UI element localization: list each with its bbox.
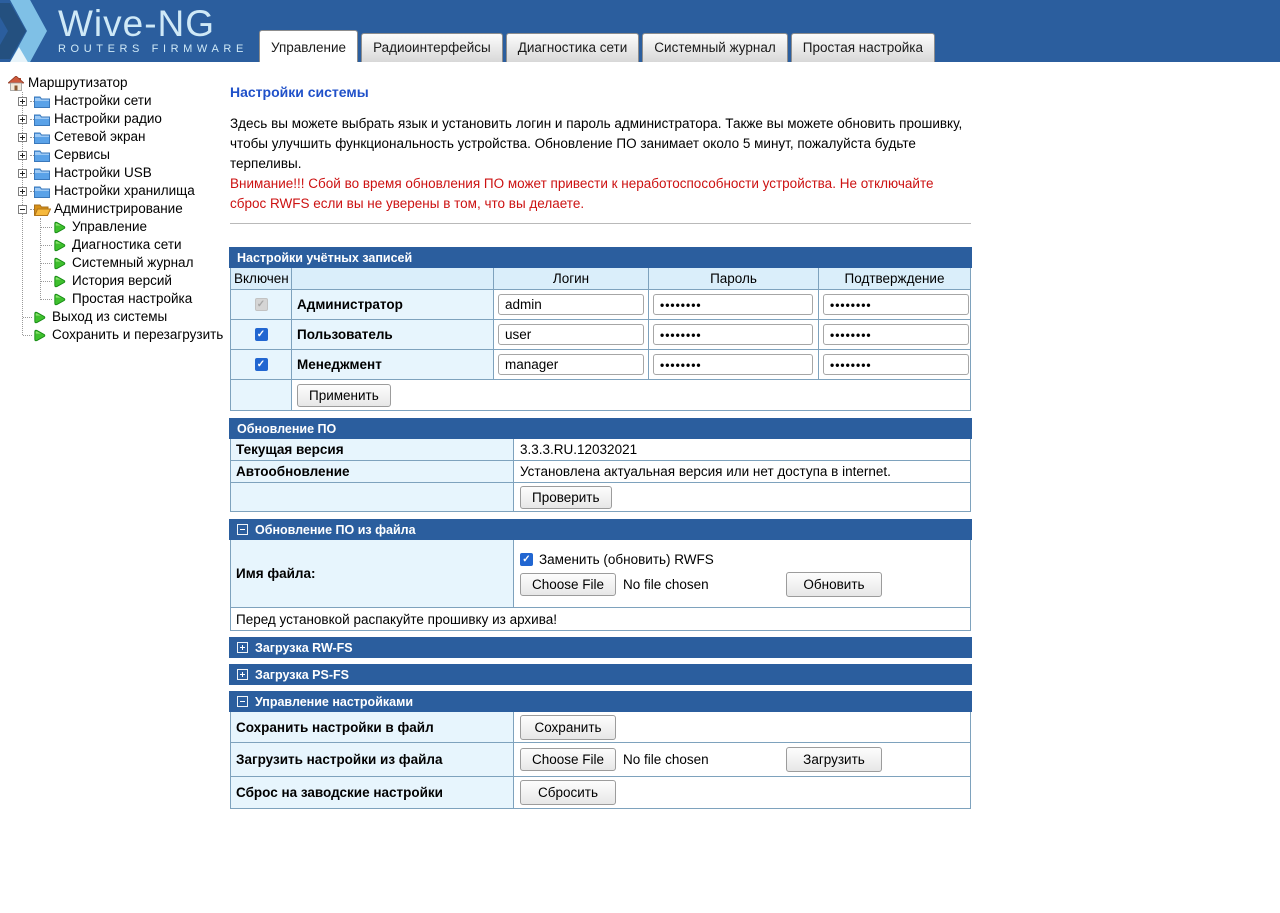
folder-icon [34,183,51,199]
sidebar-item-firewall[interactable] [8,128,233,146]
leaf-icon [52,237,69,253]
leaf-icon [52,255,69,271]
expand-icon[interactable] [18,151,27,160]
sidebar-item-usb-settings[interactable] [8,164,233,182]
admin-row-label: Администратор [292,290,494,320]
col-header-enabled: Включен [231,268,292,290]
apply-row-spacer [231,380,292,410]
rwfs-section [230,637,971,658]
sidebar-item-label: Выход из системы [52,309,168,324]
sidebar-item-save-reboot[interactable] [8,326,233,344]
user-confirm-input[interactable] [823,324,969,345]
user-enabled-cell [231,320,292,350]
expand-icon [237,669,248,680]
settings-mgmt-table [230,712,971,809]
expand-icon[interactable] [18,97,27,106]
col-header-login: Логин [494,268,649,290]
firmware-update-button[interactable]: Обновить [786,572,882,597]
expand-icon [237,642,248,653]
divider [230,223,971,224]
apply-row [292,380,970,410]
folder-icon [34,93,51,109]
sidebar-item-label: Сохранить и перезагрузить [52,327,224,342]
sidebar-item-net-diagnostics[interactable] [8,236,233,254]
leaf-icon [32,309,49,325]
tab-radio-interfaces[interactable]: Радиоинтерфейсы [361,33,503,62]
admin-password-cell [649,290,819,320]
admin-password-input[interactable] [653,294,813,315]
accounts-section [230,247,971,411]
firmware-note: Перед установкой распакуйте прошивку из архива! [231,608,970,630]
firmware-section-header [229,418,972,439]
description-text: Здесь вы можете выбрать язык и установить логин и пароль администратора. Также вы можете обновить прошивку, чтобы улучшить функциональность устройства. Обновление ПО занимает около 5 минут, пожалуйста будьте терпеливы. [230,116,963,171]
sidebar-item-logout[interactable] [8,308,233,326]
save-settings-button[interactable]: Сохранить [520,715,616,740]
manager-enabled-checkbox[interactable] [255,358,268,371]
no-file-chosen-text: No file chosen [623,752,709,767]
firmware-section [230,418,971,512]
sidebar-item-storage-settings[interactable] [8,182,233,200]
admin-confirm-cell [819,290,970,320]
firmware-file-controls [514,540,970,608]
col-header-confirm: Подтверждение [819,268,970,290]
sidebar-item-label: Системный журнал [72,255,194,270]
user-confirm-cell [819,320,970,350]
tab-system-log[interactable]: Системный журнал [642,33,787,62]
factory-reset-label: Сброс на заводские настройки [231,777,514,808]
apply-button[interactable]: Применить [297,384,391,407]
folder-icon [34,147,51,163]
main-content [230,74,971,809]
manager-confirm-cell [819,350,970,380]
expand-icon[interactable] [18,187,27,196]
folder-icon [34,165,51,181]
sidebar-item-label: История версий [72,273,172,288]
warning-text: Внимание!!! Сбой во время обновления ПО может привести к неработоспособности устройства. Не отключайте сброс RWFS если вы не уверены в том, что вы делаете. [230,176,934,211]
sidebar-item-simple-setup[interactable] [8,290,233,308]
collapse-icon [237,524,248,535]
sidebar-item-label: Маршрутизатор [28,75,128,90]
factory-reset-button[interactable]: Сбросить [520,780,616,805]
admin-login-cell [494,290,649,320]
user-row-label: Пользователь [292,320,494,350]
settings-mgmt-section-header[interactable] [229,691,972,712]
sidebar-item-label: Настройки USB [54,165,152,180]
save-settings-row [514,712,970,743]
psfs-section [230,664,971,685]
tab-network-diagnostics[interactable]: Диагностика сети [506,33,640,62]
sidebar-item-label: Настройки сети [54,93,152,108]
check-row [514,483,970,511]
user-password-input[interactable] [653,324,813,345]
firmware-file-section-header[interactable] [229,519,972,540]
accounts-table [230,268,971,411]
expand-icon[interactable] [18,115,27,124]
manager-row-label: Менеджмент [292,350,494,380]
rwfs-replace-label: Заменить (обновить) RWFS [539,551,714,567]
sidebar-item-label: Диагностика сети [72,237,182,252]
folder-icon [34,129,51,145]
leaf-icon [32,327,49,343]
admin-confirm-input[interactable] [823,294,969,315]
admin-login-input[interactable] [498,294,644,315]
folder-icon [34,111,51,127]
sidebar-tree [8,74,233,344]
sidebar-item-label: Администрирование [54,201,183,216]
tab-simple-setup[interactable]: Простая настройка [791,33,935,62]
admin-enabled-cell [231,290,292,320]
filename-label: Имя файла: [231,540,514,608]
sidebar-item-label: Простая настройка [72,291,193,306]
load-settings-label: Загрузить настройки из файла [231,743,514,777]
check-update-button[interactable]: Проверить [520,486,612,509]
expand-icon[interactable] [18,169,27,178]
collapse-icon [237,696,248,707]
firmware-section-title: Обновление ПО [237,421,337,436]
sidebar-item-label: Управление [72,219,148,234]
sidebar-item-label: Сервисы [54,147,110,162]
page-description [230,114,971,214]
save-settings-label: Сохранить настройки в файл [231,712,514,743]
sidebar-item-administration[interactable] [8,200,233,218]
user-login-input[interactable] [498,324,644,345]
sidebar-item-router-root[interactable] [8,74,233,92]
choose-file-button[interactable]: Choose File [520,748,616,771]
sidebar-item-management[interactable] [8,218,233,236]
manager-login-cell [494,350,649,380]
psfs-section-header[interactable] [229,664,972,685]
autoupdate-status: Установлена актуальная версия или нет доступа в internet. [514,461,970,483]
expand-icon[interactable] [18,133,27,142]
manager-password-cell [649,350,819,380]
rwfs-section-header[interactable] [229,637,972,658]
admin-enabled-checkbox [255,298,268,311]
user-enabled-checkbox[interactable] [255,328,268,341]
user-login-cell [494,320,649,350]
firmware-file-section [230,519,971,631]
check-row-spacer [231,483,514,511]
sidebar-item-network-settings[interactable] [8,92,233,110]
sidebar-item-label: Настройки хранилища [54,183,195,198]
rwfs-replace-checkbox[interactable] [520,553,533,566]
manager-login-input[interactable] [498,354,644,375]
logo [0,0,248,62]
leaf-icon [52,273,69,289]
firmware-file-section-title: Обновление ПО из файла [255,522,416,537]
choose-file-button[interactable]: Choose File [520,573,616,596]
leaf-icon [52,219,69,235]
current-version-label: Текущая версия [231,439,514,461]
settings-mgmt-section [230,691,971,809]
manager-enabled-cell [231,350,292,380]
app-header [0,0,1280,62]
sidebar-item-services[interactable] [8,146,233,164]
sidebar-item-label: Сетевой экран [54,129,146,144]
logo-icon [0,0,54,62]
tab-management[interactable]: Управление [259,30,358,62]
house-icon [8,75,25,91]
sidebar-item-system-log[interactable] [8,254,233,272]
autoupdate-label: Автообновление [231,461,514,483]
user-password-cell [649,320,819,350]
rwfs-section-title: Загрузка RW-FS [255,640,353,655]
sidebar-item-version-history[interactable] [8,272,233,290]
open-folder-icon [34,201,51,217]
tab-bar [259,30,935,62]
page-title: Настройки системы [230,84,369,100]
sidebar-item-radio-settings[interactable] [8,110,233,128]
logo-subtitle: ROUTERS FIRMWARE [58,42,248,55]
current-version-value: 3.3.3.RU.12032021 [514,439,970,461]
load-settings-button[interactable]: Загрузить [786,747,882,772]
settings-mgmt-section-title: Управление настройками [255,694,414,709]
collapse-icon[interactable] [18,205,27,214]
psfs-section-title: Загрузка PS-FS [255,667,349,682]
col-header-password: Пароль [649,268,819,290]
col-header-name [292,268,494,290]
factory-reset-row [514,777,970,808]
sidebar-item-label: Настройки радио [54,111,162,126]
load-settings-row [514,743,970,777]
no-file-chosen-text: No file chosen [623,576,709,592]
firmware-table [230,439,971,512]
manager-confirm-input[interactable] [823,354,969,375]
accounts-section-title: Настройки учётных записей [237,250,413,265]
firmware-file-table [230,540,971,631]
accounts-section-header [229,247,972,268]
leaf-icon [52,291,69,307]
manager-password-input[interactable] [653,354,813,375]
logo-title: Wive-NG [58,2,216,44]
